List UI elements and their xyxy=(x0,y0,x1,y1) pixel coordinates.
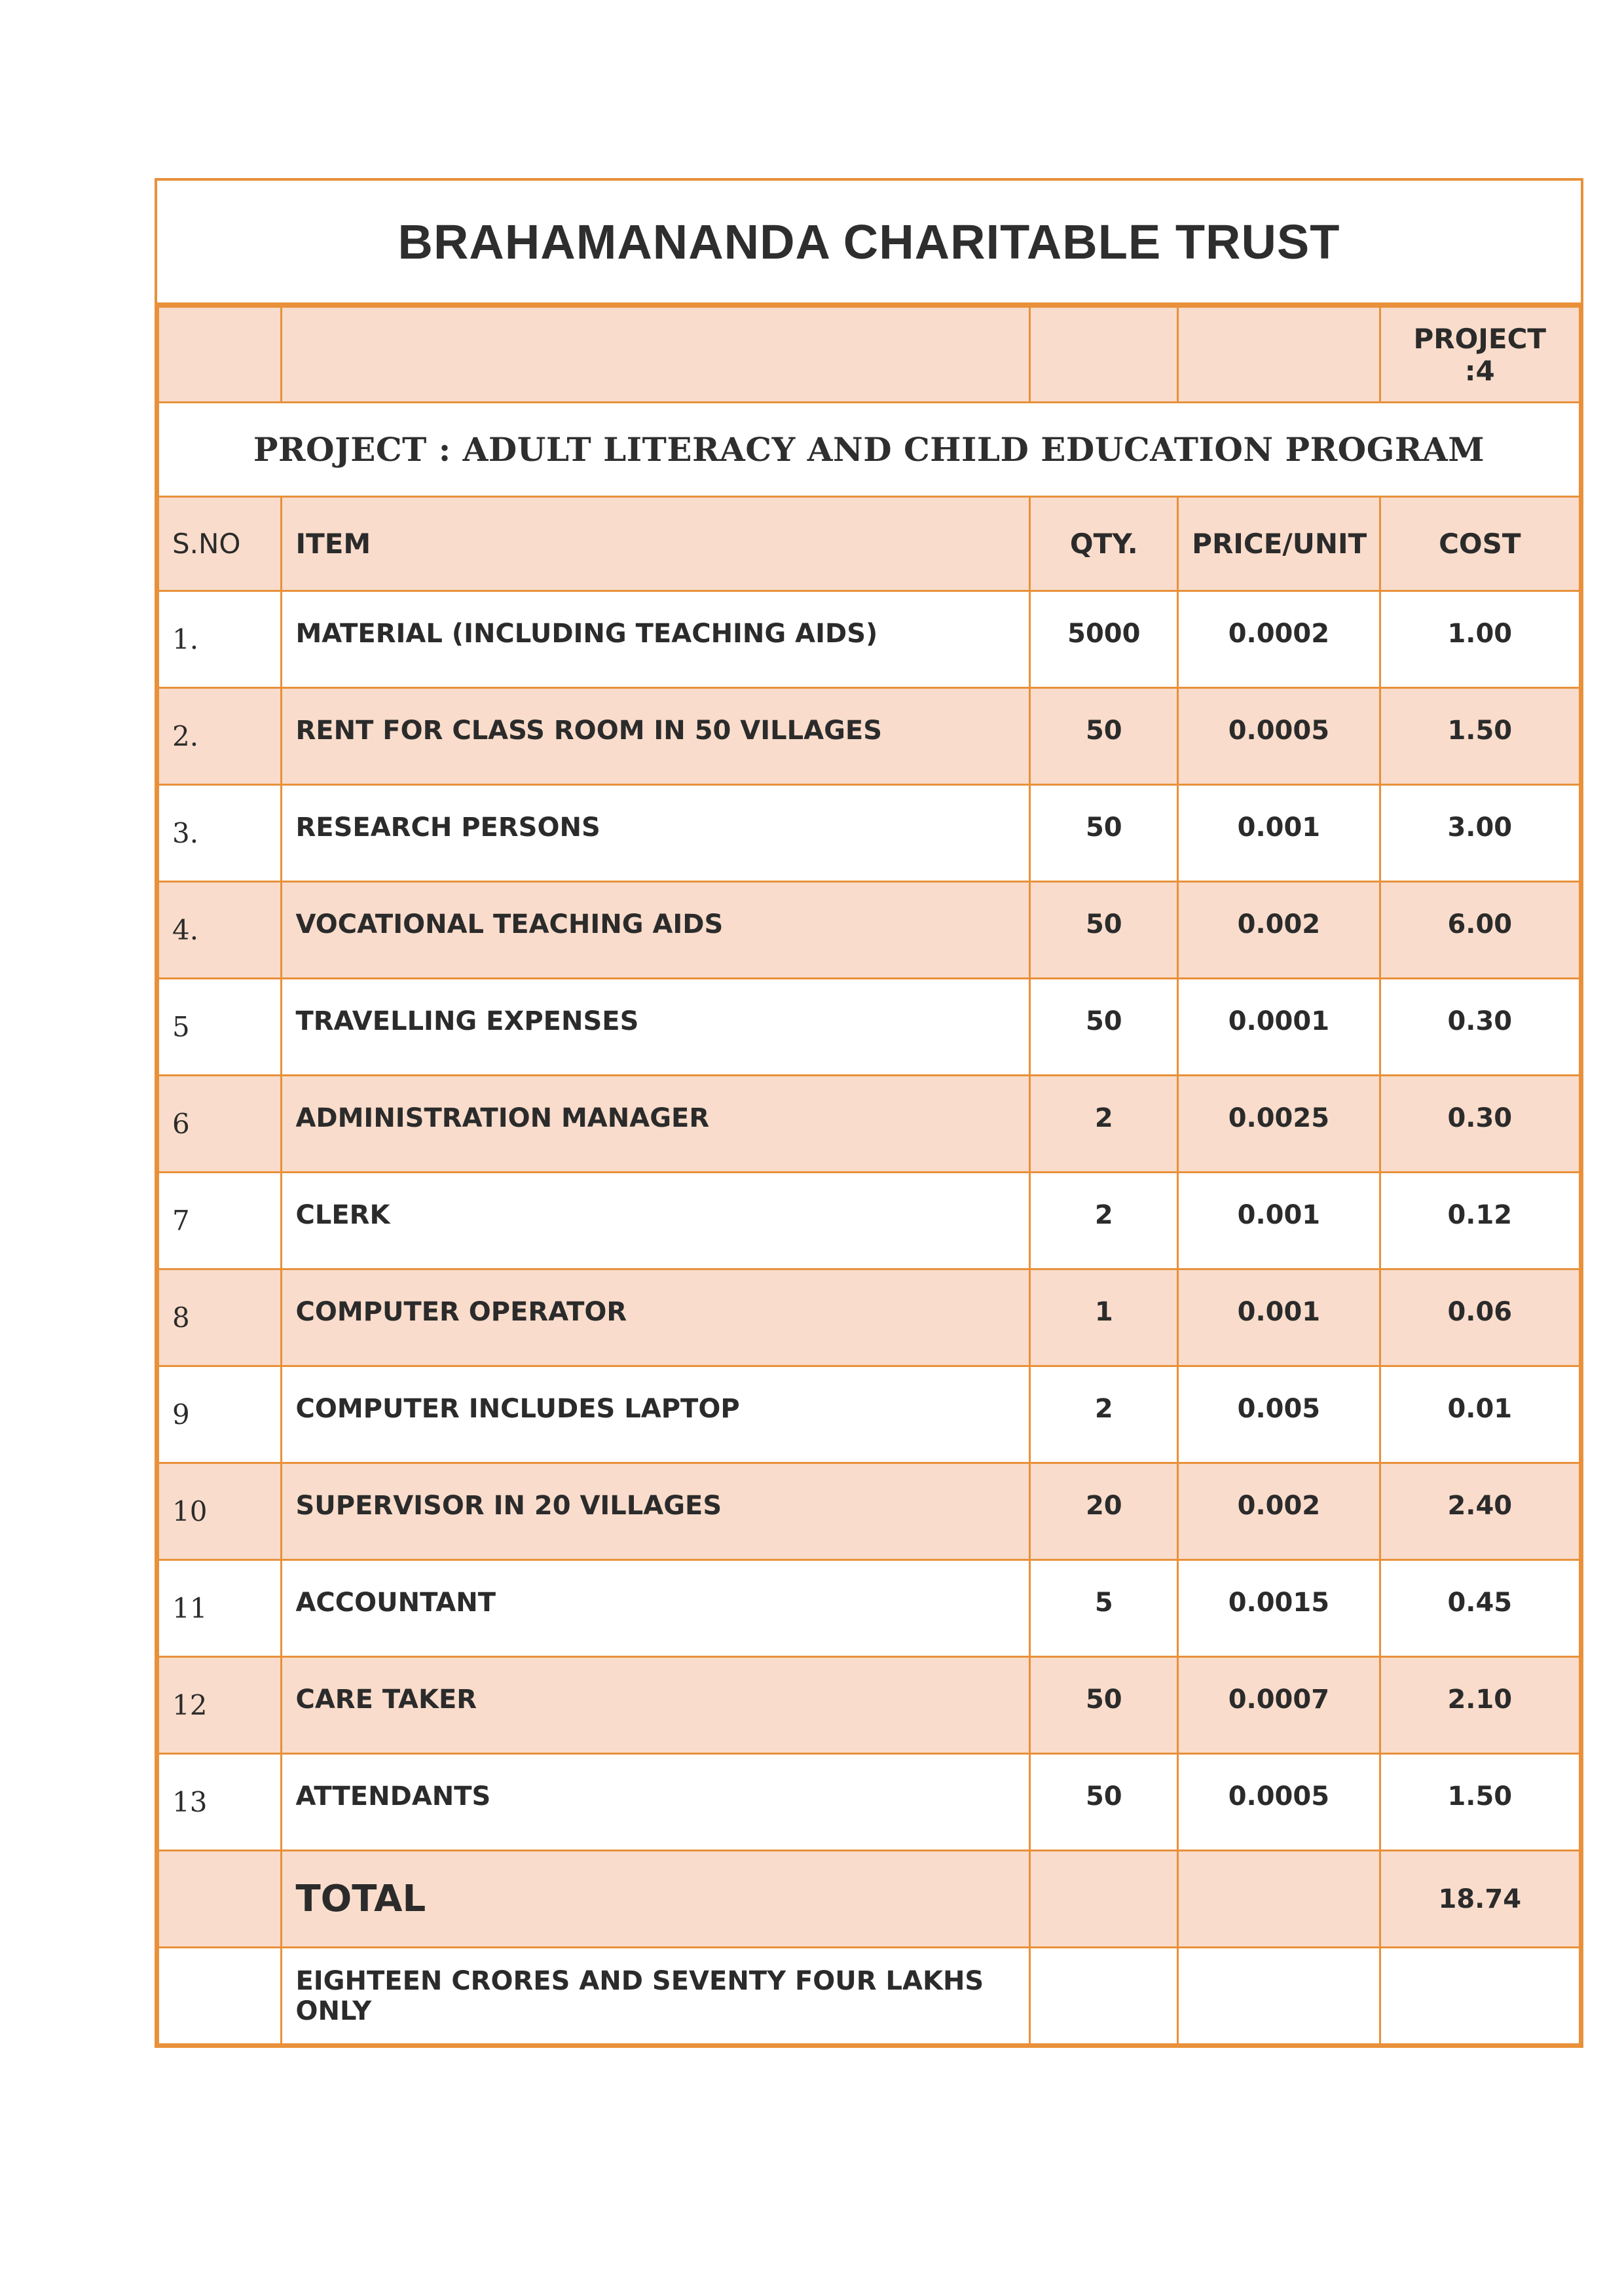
column-header-qty: QTY. xyxy=(1030,497,1178,591)
table-row xyxy=(158,688,1580,785)
row-price: 0.001 xyxy=(1178,785,1380,882)
row-cost: 0.12 xyxy=(1380,1173,1579,1269)
row-sno: 5 xyxy=(158,979,282,1076)
row-cost: 0.30 xyxy=(1380,1076,1579,1173)
row-price: 0.0002 xyxy=(1178,591,1380,688)
row-cost: 2.40 xyxy=(1380,1463,1579,1560)
row-sno: 6 xyxy=(158,1076,282,1173)
row-price: 0.001 xyxy=(1178,1269,1380,1366)
row-price: 0.0025 xyxy=(1178,1076,1380,1173)
table-row xyxy=(158,1366,1580,1463)
table-row xyxy=(158,785,1580,882)
row-sno: 2. xyxy=(158,688,282,785)
row-cost: 1.00 xyxy=(1380,591,1579,688)
row-qty: 2 xyxy=(1030,1173,1178,1269)
row-price: 0.0005 xyxy=(1178,1754,1380,1851)
row-item: ADMINISTRATION MANAGER xyxy=(282,1076,1030,1173)
amount-in-words: EIGHTEEN CRORES AND SEVENTY FOUR LAKHS ONLY xyxy=(282,1948,1030,2045)
table-row xyxy=(158,1269,1580,1366)
row-item: COMPUTER OPERATOR xyxy=(282,1269,1030,1366)
column-header-sno: S.NO xyxy=(158,497,282,591)
row-item: SUPERVISOR IN 20 VILLAGES xyxy=(282,1463,1030,1560)
row-price: 0.005 xyxy=(1178,1366,1380,1463)
row-qty: 50 xyxy=(1030,882,1178,979)
total-label: TOTAL xyxy=(282,1851,1030,1948)
table-header-row xyxy=(158,497,1580,591)
total-cost: 18.74 xyxy=(1380,1851,1579,1948)
row-item: RENT FOR CLASS ROOM IN 50 VILLAGES xyxy=(282,688,1030,785)
row-sno: 11 xyxy=(158,1560,282,1657)
total-row xyxy=(158,1851,1580,1948)
table-row xyxy=(158,979,1580,1076)
row-sno: 13 xyxy=(158,1754,282,1851)
row-cost: 0.06 xyxy=(1380,1269,1579,1366)
row-qty: 2 xyxy=(1030,1076,1178,1173)
row-qty: 1 xyxy=(1030,1269,1178,1366)
row-cost: 3.00 xyxy=(1380,785,1579,882)
project-title: PROJECT : ADULT LITERACY AND CHILD EDUCATION PROGRAM xyxy=(158,403,1580,497)
row-sno: 4. xyxy=(158,882,282,979)
row-cost: 6.00 xyxy=(1380,882,1579,979)
budget-table xyxy=(157,306,1581,2045)
row-qty: 5000 xyxy=(1030,591,1178,688)
row-item: TRAVELLING EXPENSES xyxy=(282,979,1030,1076)
row-qty: 2 xyxy=(1030,1366,1178,1463)
column-header-price: PRICE/UNIT xyxy=(1178,497,1380,591)
table-row xyxy=(158,882,1580,979)
row-sno: 9 xyxy=(158,1366,282,1463)
row-qty: 50 xyxy=(1030,1657,1178,1754)
row-price: 0.001 xyxy=(1178,1173,1380,1269)
row-item: VOCATIONAL TEACHING AIDS xyxy=(282,882,1030,979)
row-price: 0.002 xyxy=(1178,1463,1380,1560)
row-price: 0.0015 xyxy=(1178,1560,1380,1657)
row-sno: 3. xyxy=(158,785,282,882)
row-cost: 0.30 xyxy=(1380,979,1579,1076)
row-qty: 20 xyxy=(1030,1463,1178,1560)
row-qty: 50 xyxy=(1030,979,1178,1076)
table-row xyxy=(158,1463,1580,1560)
row-item: CLERK xyxy=(282,1173,1030,1269)
row-qty: 50 xyxy=(1030,785,1178,882)
row-cost: 2.10 xyxy=(1380,1657,1579,1754)
row-sno: 12 xyxy=(158,1657,282,1754)
budget-sheet xyxy=(155,178,1583,2048)
project-number-row xyxy=(158,307,1580,403)
table-row xyxy=(158,1657,1580,1754)
row-qty: 5 xyxy=(1030,1560,1178,1657)
project-title-row xyxy=(158,403,1580,497)
row-price: 0.0007 xyxy=(1178,1657,1380,1754)
org-title: BRAHAMANANDA CHARITABLE TRUST xyxy=(157,181,1581,306)
table-row xyxy=(158,1173,1580,1269)
amount-in-words-row xyxy=(158,1948,1580,2045)
row-price: 0.0001 xyxy=(1178,979,1380,1076)
row-item: CARE TAKER xyxy=(282,1657,1030,1754)
row-item: MATERIAL (INCLUDING TEACHING AIDS) xyxy=(282,591,1030,688)
row-item: ACCOUNTANT xyxy=(282,1560,1030,1657)
project-number: PROJECT :4 xyxy=(1380,307,1579,403)
row-item: ATTENDANTS xyxy=(282,1754,1030,1851)
row-item: COMPUTER INCLUDES LAPTOP xyxy=(282,1366,1030,1463)
row-qty: 50 xyxy=(1030,688,1178,785)
row-cost: 0.45 xyxy=(1380,1560,1579,1657)
row-sno: 10 xyxy=(158,1463,282,1560)
column-header-cost: COST xyxy=(1380,497,1579,591)
row-sno: 1. xyxy=(158,591,282,688)
row-price: 0.002 xyxy=(1178,882,1380,979)
row-cost: 1.50 xyxy=(1380,688,1579,785)
row-cost: 0.01 xyxy=(1380,1366,1579,1463)
row-cost: 1.50 xyxy=(1380,1754,1579,1851)
row-sno: 8 xyxy=(158,1269,282,1366)
row-qty: 50 xyxy=(1030,1754,1178,1851)
column-header-item: ITEM xyxy=(282,497,1030,591)
row-item: RESEARCH PERSONS xyxy=(282,785,1030,882)
row-price: 0.0005 xyxy=(1178,688,1380,785)
table-row xyxy=(158,591,1580,688)
table-row xyxy=(158,1754,1580,1851)
table-row xyxy=(158,1076,1580,1173)
table-row xyxy=(158,1560,1580,1657)
row-sno: 7 xyxy=(158,1173,282,1269)
